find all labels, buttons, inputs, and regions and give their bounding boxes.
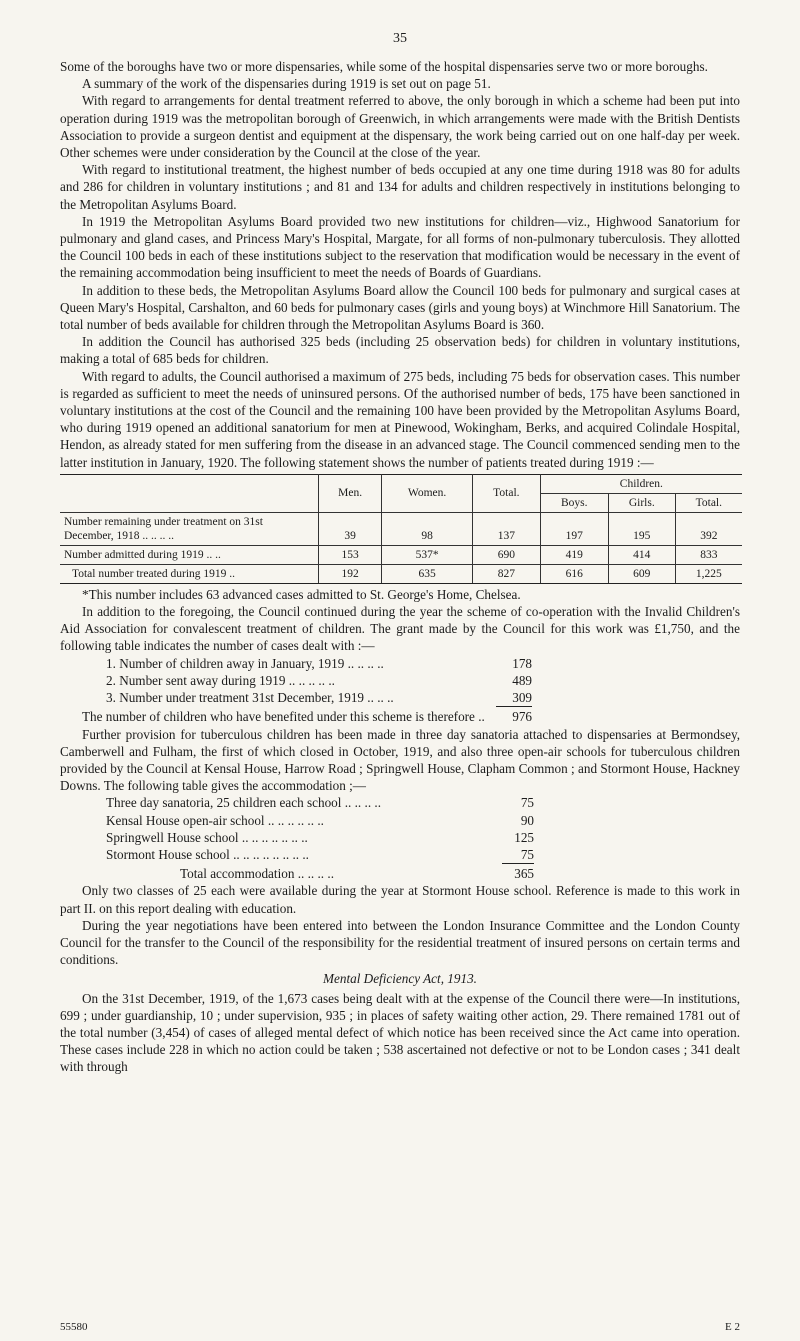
header-boys: Boys. (540, 493, 608, 512)
cell-total: 137 (472, 512, 540, 545)
paragraph-stormont: Only two classes of 25 each were available during the year at Stormont House school. Reference is made to this work in part II. on this report dealing with education. (60, 883, 740, 916)
cell-total: 690 (472, 545, 540, 564)
row-label: Number admitted during 1919 .. .. (60, 545, 319, 564)
paragraph-adults: With regard to adults, the Council authorised a maximum of 275 beds, including 75 beds for observation cases. This number is regarded as sufficient to meet the needs of uninsured persons. Of the authorised number of beds, 175 have been sanctioned in voluntary institutions at the cost of the Council and the remaining 100 have been provided by the Metropolitan Asylums Board, who during 1919 opened an additional sanatorium for men at Pinewood, Wokingham, Berks, and acquired Colindale Hospital, Hendon, as already stated for men suffering from the disease in an advanced stage. The Council commenced sending men to the latter institution in January, 1920. The following statement shows the number of patients treated during 1919 :— (60, 368, 740, 470)
cell-children-total: 1,225 (675, 564, 742, 583)
cell-total: 827 (472, 564, 540, 583)
list-item-value: 309 (512, 690, 532, 706)
header-girls: Girls. (608, 493, 675, 512)
list-item (60, 672, 740, 689)
footer-print-code: 55580 (60, 1321, 88, 1333)
list-item (60, 689, 740, 706)
list-item-label: 1. Number of children away in January, 1919 .. .. .. .. (106, 655, 384, 671)
table-footnote: *This number includes 63 advanced cases admitted to St. George's Home, Chelsea. (82, 586, 521, 602)
table-row (60, 564, 742, 583)
section-heading: Mental Deficiency Act, 1913. (323, 971, 477, 987)
header-children: Children. (540, 474, 742, 493)
cell-women: 98 (382, 512, 473, 545)
total-label: The number of children who have benefited under this scheme is therefore .. (82, 709, 485, 725)
table-corner (60, 474, 319, 512)
cell-boys: 616 (540, 564, 608, 583)
paragraph-invalid-children: In addition to the foregoing, the Council continued during the year the scheme of co-operation with the Invalid Children's Aid Association for convalescent treatment of children. The grant made by the Council for this work was £1,750, and the following table indicates the number of cases dealt with :— (60, 604, 740, 654)
list-item-value: 90 (520, 812, 534, 828)
cell-girls: 414 (608, 545, 675, 564)
row-label: Number remaining under treatment on 31st December, 1918 .. .. .. .. (60, 512, 319, 545)
row-label: Total number treated during 1919 .. (60, 564, 319, 583)
cell-children-total: 392 (675, 512, 742, 545)
children-cases-total (60, 708, 740, 725)
list-item (60, 812, 740, 829)
list-item (60, 794, 740, 811)
page-number: 35 (393, 31, 407, 46)
list-item-label: Kensal House open-air school .. .. .. .. .. .. (106, 812, 324, 828)
list-item-label: Springwell House school .. .. .. .. .. .. .. (106, 829, 308, 845)
paragraph-further-provision: Further provision for tuberculous children has been made in three day sanatoria attached to dispensaries at Bermondsey, Camberwell and Fulham, the first of which closed in October, 1919, and also three open-air schools for tuberculous children provided by the Council at Kensal House, Harrow Road ; Springwell House, Clapham Common ; and Stormont House, Hackney Downs. The following table gives the accommodation ;— (60, 726, 740, 794)
list-item-label: Three day sanatoria, 25 children each school .. .. .. .. (106, 795, 382, 811)
cell-women: 537* (382, 545, 473, 564)
list-item-value: 75 (520, 846, 534, 862)
paragraph-new-institutions: In 1919 the Metropolitan Asylums Board provided two new institutions for children—viz., Highwood Sanatorium for pulmonary and gland cases, and Princess Mary's Hospital, Margate, for all forms of non-pulmonary tuberculosis. They allotted the Council 100 beds in each of these institutions subject to the reservation that modification would be necessary in the event of the remaining accommodation being insufficient to meet the needs of Boards of Guardians. (60, 213, 740, 281)
cell-boys: 419 (540, 545, 608, 564)
accommodation-total (60, 865, 740, 882)
children-cases-list (60, 655, 740, 707)
list-item-label: 3. Number under treatment 31st December, 1919 .. .. .. (106, 690, 394, 706)
cell-men: 39 (319, 512, 382, 545)
cell-women: 635 (382, 564, 473, 583)
total-value: 976 (512, 709, 532, 725)
header-children-total: Total. (675, 493, 742, 512)
patients-treated-table (60, 474, 742, 584)
paragraph-insurance: During the year negotiations have been entered into between the London Insurance Committee and the London County Council for the transfer to the Council of the responsibility for the residential treatment of insured persons on certain terms and conditions. (60, 917, 740, 968)
cell-men: 153 (319, 545, 382, 564)
paragraph-dispensaries: Some of the boroughs have two or more dispensaries, while some of the hospital dispensaries serve two or more boroughs. (60, 59, 708, 74)
cell-girls: 609 (608, 564, 675, 583)
paragraph-voluntary-beds: In addition the Council has authorised 325 beds (including 25 observation beds) for children in voluntary institutions, making a total of 685 beds for children. (60, 334, 740, 367)
cell-girls: 195 (608, 512, 675, 545)
table-row (60, 512, 742, 545)
page-body (60, 58, 740, 1076)
accommodation-list (60, 794, 740, 863)
list-item (60, 655, 740, 672)
paragraph-institutional: With regard to institutional treatment, the highest number of beds occupied at any one time during 1918 was 80 for adults and 286 for children in voluntary institutions ; and 81 and 134 for adults and children respectively in institutions belonging to the Metropolitan Asylums Board. (60, 162, 740, 212)
paragraph-summary: A summary of the work of the dispensaries during 1919 is set out on page 51. (82, 76, 491, 92)
list-item (60, 846, 740, 863)
paragraph-additional-beds: In addition to these beds, the Metropolitan Asylums Board allow the Council 100 beds for pulmonary and surgical cases at Queen Mary's Hospital, Carshalton, and 60 beds for pulmonary cases (girls and young boys) at Winchmore Hill Sanatorium. The total number of beds available for children through the Metropolitan Asylums Board is 360. (60, 282, 741, 333)
total-value: 365 (514, 866, 534, 882)
footer-signature-mark: E 2 (725, 1321, 740, 1333)
total-label: Total accommodation .. .. .. .. (180, 866, 334, 882)
header-total: Total. (472, 474, 540, 512)
list-item-label: Stormont House school .. .. .. .. .. .. .. .. (106, 846, 309, 862)
paragraph-mental-deficiency: On the 31st December, 1919, of the 1,673 cases being dealt with at the expense of the Council there were—In institutions, 699 ; under guardianship, 10 ; under supervision, 935 ; in places of safety waiting other action, 29. There remained 1781 out of the total number (3,454) of cases of alleged mental defect of which notice has been received since the Act came into operation. These cases include 228 in which no action could be taken ; 538 ascertained not defective or not to be London cases ; 341 dealt with through (60, 990, 740, 1075)
cell-children-total: 833 (675, 545, 742, 564)
list-item-value: 178 (512, 655, 532, 671)
list-item-value: 489 (512, 672, 532, 688)
list-item-label: 2. Number sent away during 1919 .. .. .. .. .. (106, 672, 335, 688)
paragraph-dental: With regard to arrangements for dental treatment referred to above, the only borough in which a scheme had been put into operation during 1919 was the metropolitan borough of Greenwich, in which arrangements were made with the British Dentists Association to provide a surgeon dentist and equipment at the dispensary, the work being carried out on one half-day per week. Other schemes were under consideration by the Council at the close of the year. (60, 93, 740, 161)
list-item (60, 829, 740, 846)
header-men: Men. (319, 474, 382, 512)
list-item-value: 125 (514, 829, 534, 845)
cell-men: 192 (319, 564, 382, 583)
table-row (60, 545, 742, 564)
header-women: Women. (382, 474, 473, 512)
cell-boys: 197 (540, 512, 608, 545)
page-footer (60, 1319, 740, 1336)
list-item-value: 75 (520, 795, 534, 811)
